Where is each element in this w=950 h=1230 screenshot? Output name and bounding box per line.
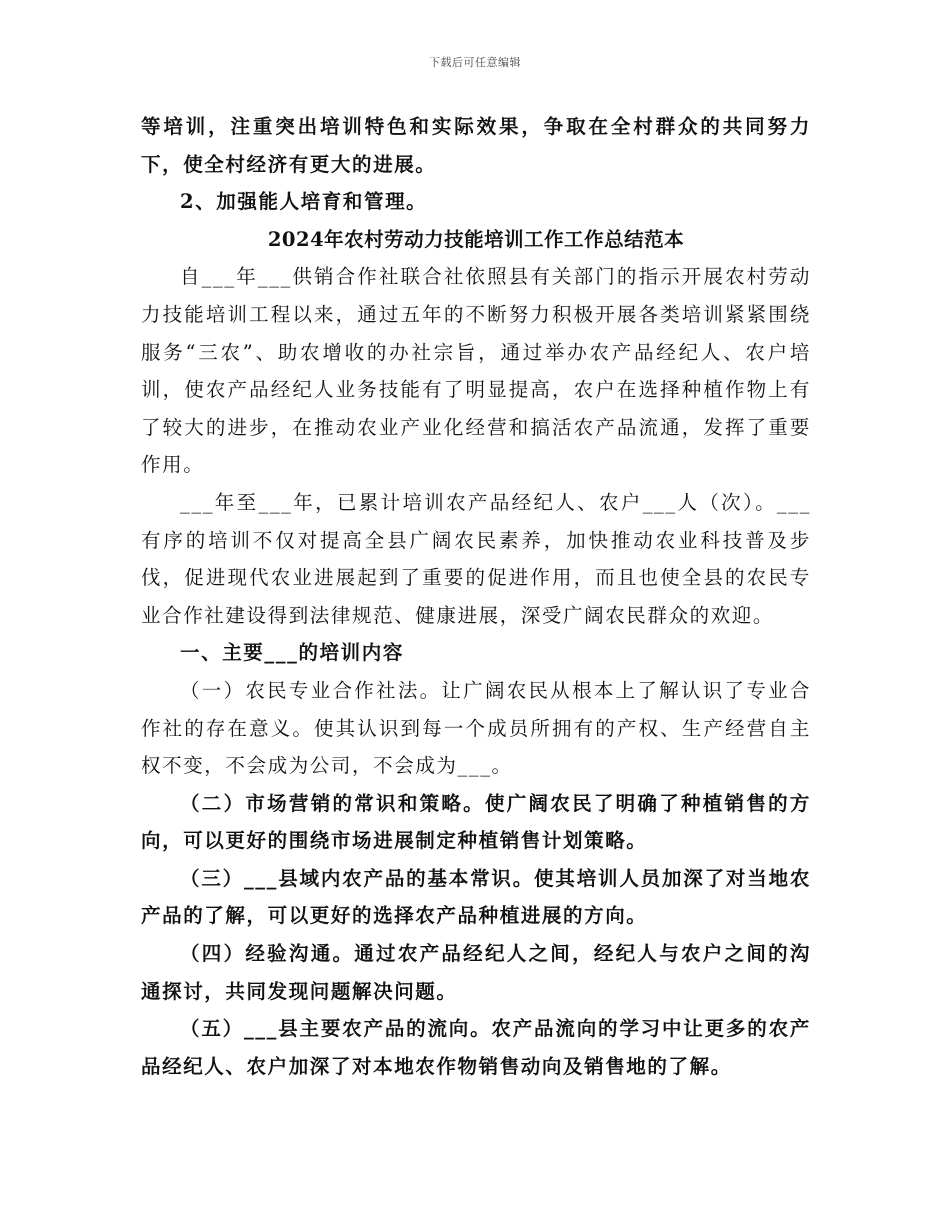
paragraph-intro: 自___年___供销合作社联合社依照县有关部门的指示开展农村劳动力技能培训工程以来，通过五年的不断努力积极开展各类培训紧紧围绕服务“三农”、助农增收的办社宗旨，通过举办农产品经纪人、农户培训，使农产品经纪人业务技能有了明显提高，农户在选择种植作物上有了较大的进步，在推动农业产业化经营和搞活农产品流通，发挥了重要作用。 [141, 265, 811, 477]
paragraph-summary: ___年至___年，已累计培训农产品经纪人、农户___人（次）。___有序的培训不仅对提高全县广阔农民素养，加快推动农业科技普及步伐，促进现代农业进展起到了重要的促进作用，而且也使全县的农民专业合作社建设得到法律规范、健康进展，深受广阔农民群众的欢迎。 [141, 490, 811, 627]
section-heading-1: 一、主要___的培训内容 [180, 641, 404, 665]
list-item-2: （二）市场营销的常识和策略。使广阔农民了明确了种植销售的方向，可以更好的围绕市场进展制定种植销售计划策略。 [141, 791, 811, 853]
page-header: 下载后可任意编辑 [429, 56, 521, 69]
list-item-3: （三）___县域内农产品的基本常识。使其培训人员加深了对当地农产品的了解，可以更好的选择农产品种植进展的方向。 [141, 866, 811, 928]
paragraph-continuation: 等培训，注重突出培训特色和实际效果，争取在全村群众的共同努力下，使全村经济有更大的进展。 [141, 115, 811, 176]
document-body [141, 108, 811, 1085]
document-title: 2024年农村劳动力技能培训工作工作总结范本 [267, 227, 685, 251]
list-item-5: （五）___县主要农产品的流向。农产品流向的学习中让更多的农产品经纪人、农户加深了对本地农作物销售动向及销售地的了解。 [141, 1017, 811, 1078]
list-item-4: （四）经验沟通。通过农产品经纪人之间，经纪人与农户之间的沟通探讨，共同发现问题解决问题。 [141, 942, 811, 1003]
list-item-1: （一）农民专业合作社法。让广阔农民从根本上了解认识了专业合作社的存在意义。使其认识到每一个成员所拥有的产权、生产经营自主权不变，不会成为公司，不会成为___。 [141, 678, 811, 778]
section-item-2: 2、加强能人培育和管理。 [180, 190, 428, 214]
